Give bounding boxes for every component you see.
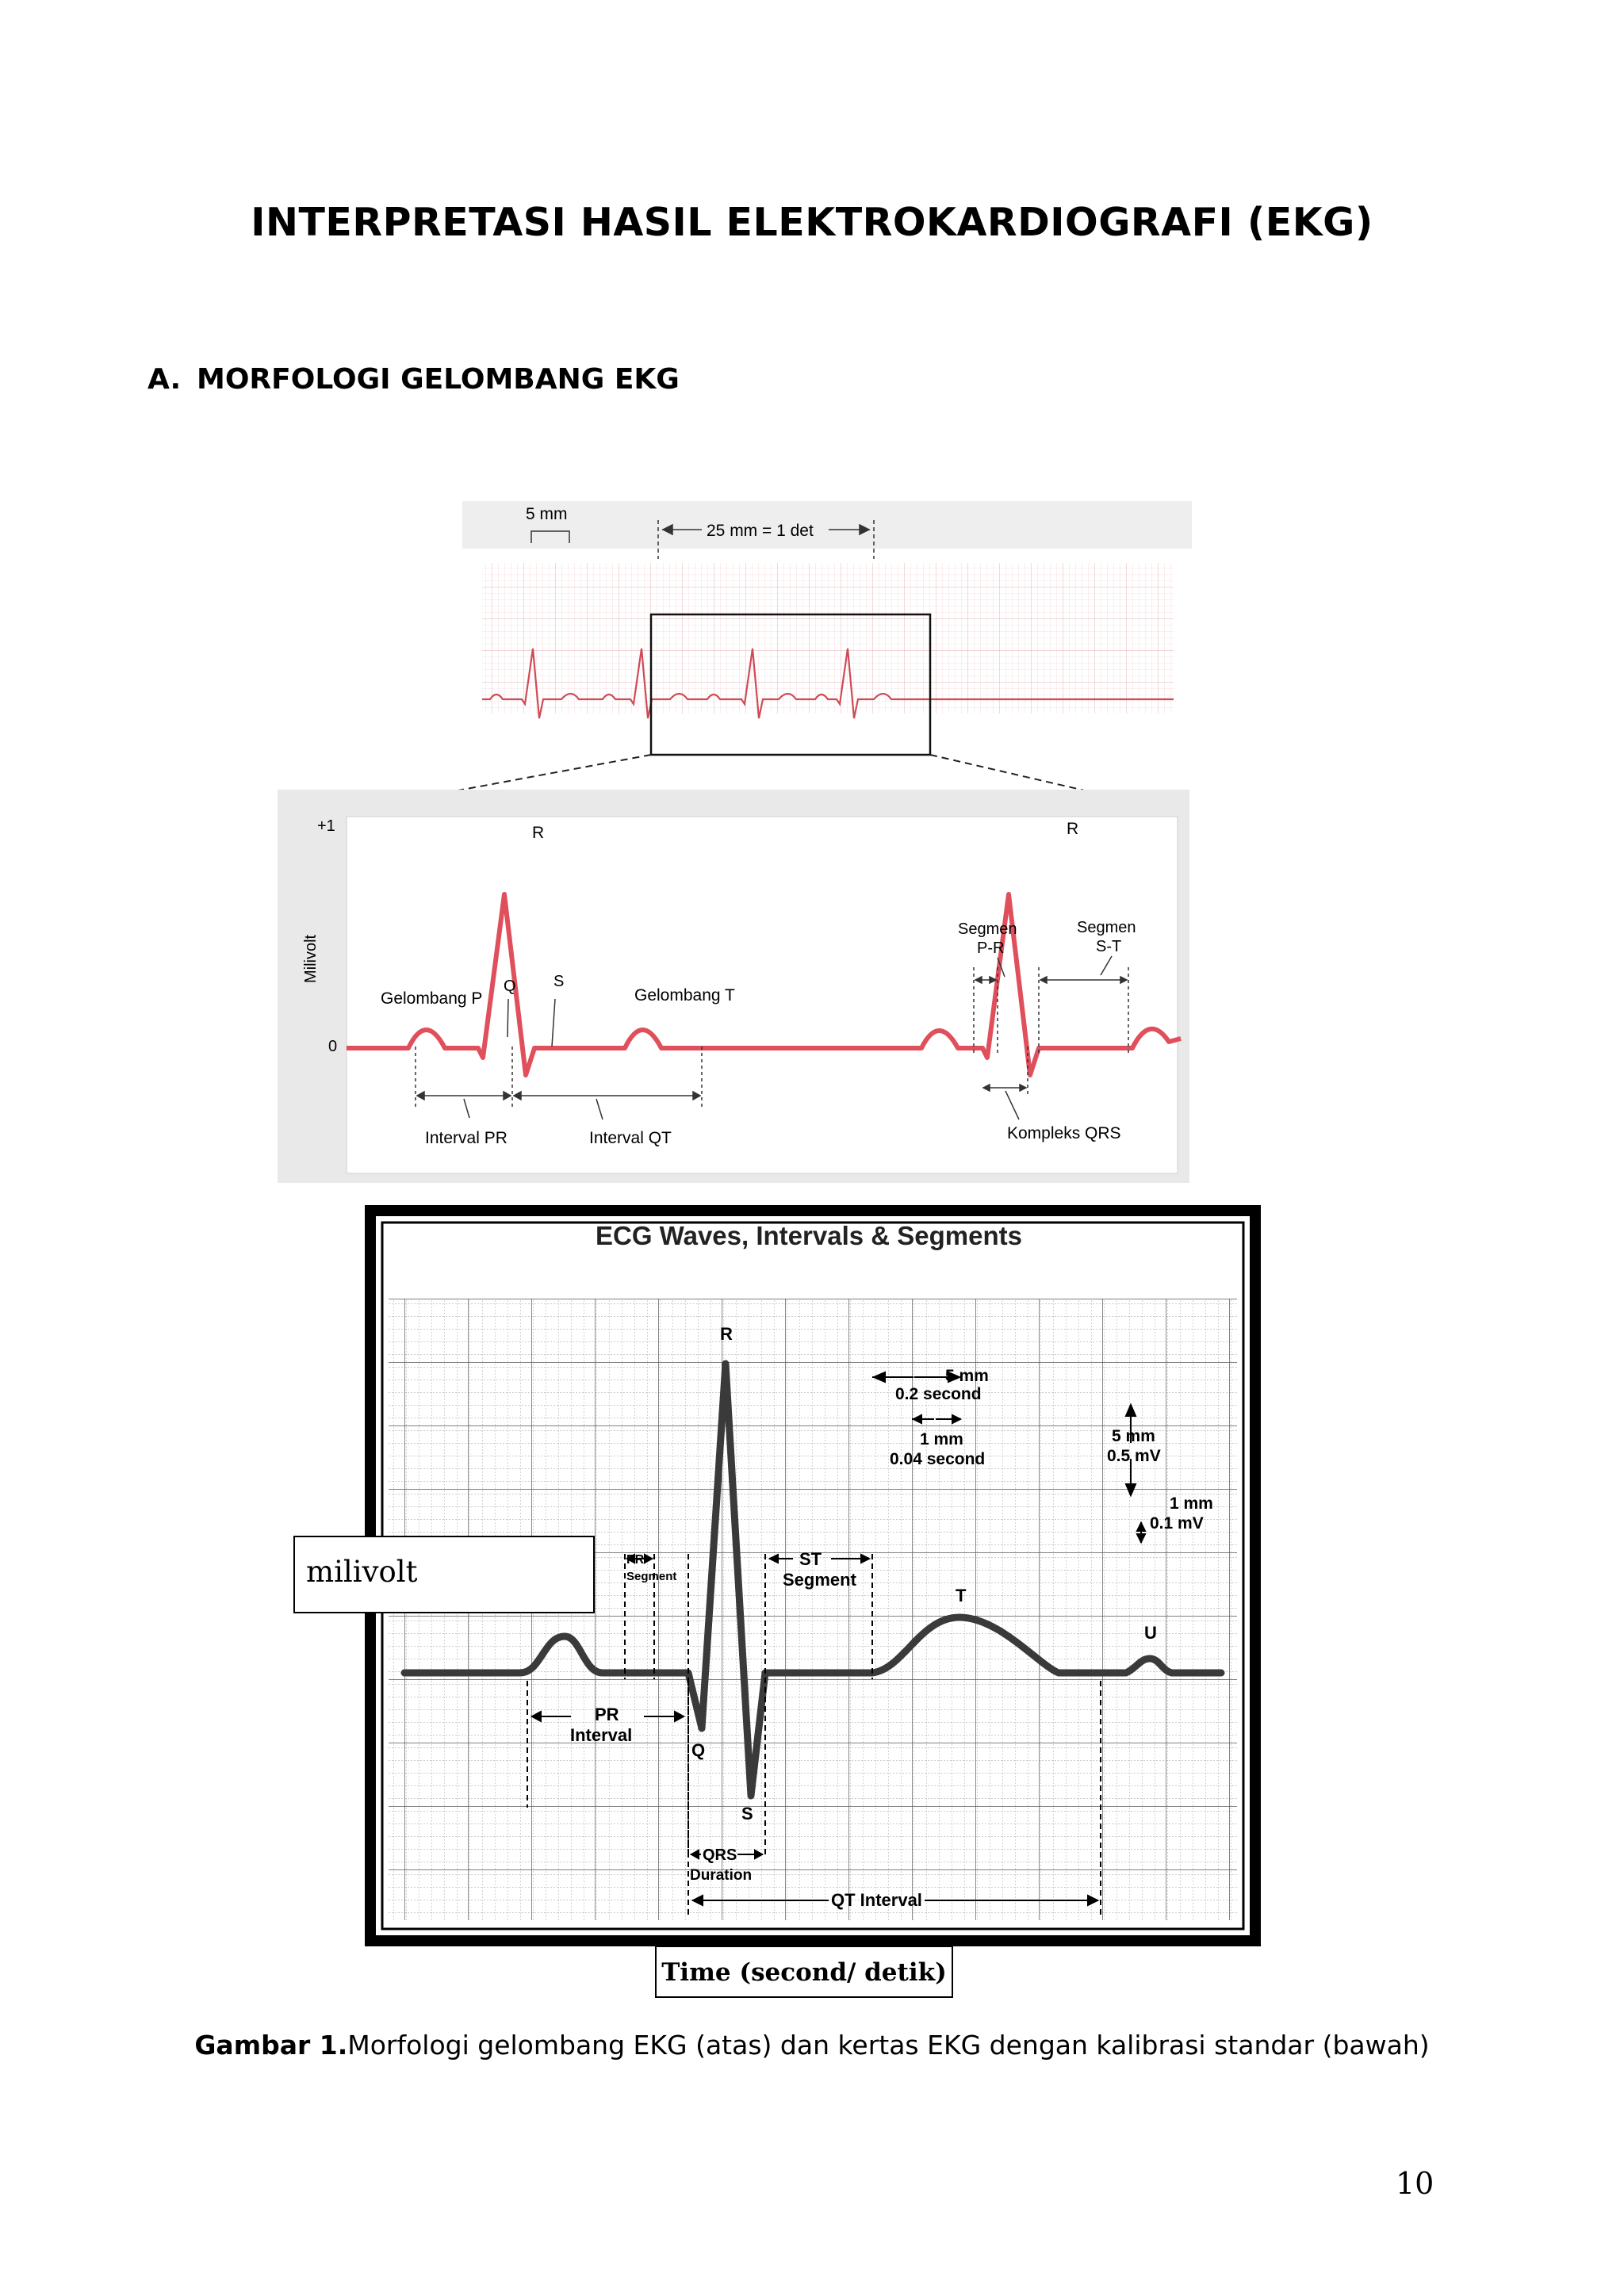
v5-label-2: 0.5 mV: [1107, 1447, 1161, 1465]
qt-interval-label: Interval QT: [589, 1129, 672, 1147]
pr-segment-label-1: Segmen: [958, 920, 1017, 938]
q-label: Q: [691, 1740, 706, 1760]
st-segment-label-1: ST: [799, 1549, 822, 1569]
ecg-chart-heading: ECG Waves, Intervals & Segments: [596, 1221, 1022, 1250]
pr-interval-label-1: PR: [595, 1705, 619, 1724]
page-number: 10: [1396, 2166, 1434, 2201]
st-segment-label-2: S-T: [1096, 938, 1122, 955]
milivolt-label-box: milivolt: [293, 1536, 595, 1613]
s-label: S: [553, 973, 565, 990]
r-label: R: [720, 1324, 733, 1344]
pr-segment-label-2: Segment: [626, 1570, 677, 1583]
qt-interval-label: QT Interval: [831, 1890, 922, 1910]
big-box-label-2: 0.2 second: [895, 1385, 982, 1403]
t-wave-label: Gelombang T: [634, 986, 735, 1004]
y-tick-zero: 0: [328, 1038, 338, 1055]
pr-segment-label-2: P-R: [977, 939, 1005, 957]
ecg-strip-grid: [482, 563, 1174, 714]
figure-caption: [0, 2030, 1624, 2061]
qrs-label-1: QRS: [703, 1846, 737, 1864]
y-axis-label: Milivolt: [302, 934, 320, 983]
p-wave-label: Gelombang P: [381, 989, 483, 1008]
time-label-box: Time (second/ detik): [655, 1946, 953, 1998]
s-label: S: [741, 1804, 753, 1823]
pr-interval-label-2: Interval: [570, 1725, 633, 1745]
caption-bold: Gambar 1.: [194, 2030, 348, 2061]
section-title: MORFOLOGI GELOMBANG EKG: [197, 363, 680, 396]
small-box-label-1: 1 mm: [920, 1430, 963, 1448]
pr-interval-label: Interval PR: [425, 1129, 508, 1147]
qrs-complex-label: Kompleks QRS: [1007, 1124, 1121, 1142]
v1-label-1: 1 mm: [1170, 1494, 1213, 1513]
y-tick-plus1: +1: [317, 817, 335, 835]
pr-segment-label-1: PR: [626, 1553, 645, 1567]
page-title: INTERPRETASI HASIL ELEKTROKARDIOGRAFI (EKG): [251, 200, 1373, 245]
v1-label-2: 0.1 mV: [1150, 1514, 1204, 1533]
small-box-label-2: 0.04 second: [890, 1450, 986, 1468]
v5-label-1: 5 mm: [1112, 1427, 1155, 1445]
big-box-label-1: 5 mm: [945, 1367, 989, 1385]
scale-25mm-label: 25 mm = 1 det: [707, 522, 814, 540]
u-label: U: [1144, 1623, 1157, 1643]
scale-header-band: [462, 501, 1192, 549]
r-label-1: R: [532, 824, 545, 842]
st-segment-label-2: Segment: [783, 1570, 856, 1590]
qrs-label-2: Duration: [690, 1867, 753, 1884]
caption-text: Morfologi gelombang EKG (atas) dan kertas EKG dengan kalibrasi standar (bawah): [347, 2030, 1430, 2061]
t-label: T: [956, 1586, 967, 1605]
q-label: Q: [504, 978, 516, 995]
section-heading: [147, 363, 680, 396]
st-segment-label-1: Segmen: [1077, 919, 1136, 936]
scale-5mm-label: 5 mm: [526, 505, 568, 523]
ekg-morphology-figure: [270, 492, 1197, 1189]
r-label-2: R: [1067, 820, 1079, 838]
section-number: A.: [147, 363, 182, 396]
